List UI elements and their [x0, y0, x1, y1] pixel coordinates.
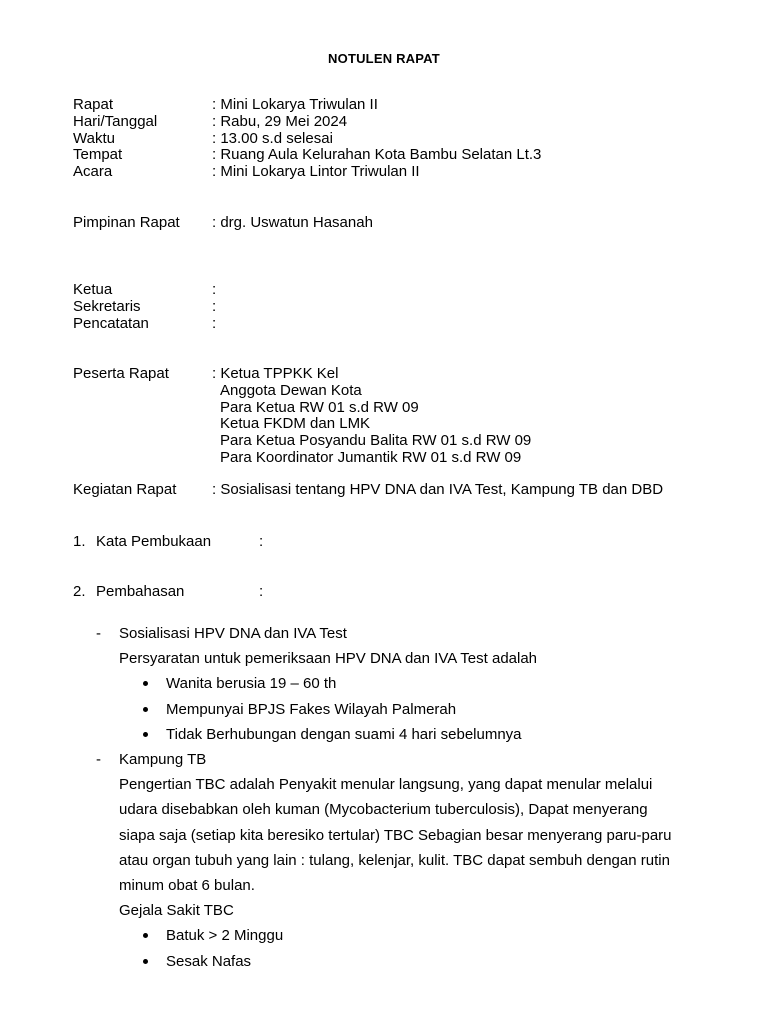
kegiatan-value: : Sosialisasi tentang HPV DNA dan IVA Test, Kampung TB dan DBD	[212, 481, 664, 498]
tb-description	[96, 772, 696, 923]
peserta-list	[212, 383, 531, 467]
section-pembahasan	[73, 583, 263, 600]
info-value: : Mini Lokarya Lintor Triwulan II	[212, 163, 420, 181]
section-kata-pembukaan	[73, 533, 263, 550]
info-label: Acara	[73, 163, 113, 181]
section-number: 2.	[73, 583, 86, 600]
paragraph-line: minum obat 6 bulan.	[119, 877, 255, 895]
subsection-heading: Sosialisasi HPV DNA dan IVA Test	[119, 625, 347, 642]
section-colon: :	[259, 533, 264, 550]
list-item: Tidak Berhubungan dengan suami 4 hari sebelumnya	[143, 722, 696, 747]
hpv-intro: Persyaratan untuk pemeriksaan HPV DNA dan IVA Test adalah	[119, 650, 538, 668]
info-value: : Rabu, 29 Mei 2024	[212, 112, 348, 130]
section-colon: :	[259, 583, 264, 600]
pimpinan-rapat	[73, 215, 373, 232]
dash-marker: -	[96, 751, 101, 769]
list-item: Wanita berusia 19 – 60 th	[143, 671, 696, 696]
paragraph-line: udara disebabkan oleh kuman (Mycobacterium tuberculosis), Dapat menyerang	[119, 801, 648, 819]
officer-row-sekretaris	[73, 299, 216, 316]
info-value: : Mini Lokarya Triwulan II	[212, 96, 378, 113]
info-row-rapat	[73, 97, 541, 114]
peserta-item: Anggota Dewan Kota	[220, 381, 362, 399]
paragraph-line: Pengertian TBC adalah Penyakit menular langsung, yang dapat menular melalui	[119, 776, 653, 794]
subsection-heading: Kampung TB	[119, 751, 207, 769]
gejala-list	[96, 923, 696, 973]
officers-block	[73, 282, 216, 332]
subsection-tb	[96, 747, 696, 772]
info-row-acara	[73, 164, 541, 181]
meeting-info	[73, 97, 541, 181]
info-label: Rapat	[73, 96, 114, 113]
peserta-item: Para Koordinator Jumantik RW 01 s.d RW 09	[220, 448, 522, 466]
peserta-rapat	[73, 366, 531, 467]
section-number: 1.	[73, 533, 86, 550]
info-label: Waktu	[73, 129, 115, 147]
peserta-item: Para Ketua RW 01 s.d RW 09	[220, 398, 419, 416]
officer-row-ketua	[73, 282, 216, 299]
officer-value: :	[212, 314, 217, 332]
document-title: NOTULEN RAPAT	[328, 51, 440, 66]
paragraph-line: atau organ tubuh yang lain : tulang, kelenjar, kulit. TBC dapat sembuh dengan rutin	[119, 851, 670, 869]
info-row-tempat	[73, 147, 541, 164]
paragraph-line: siapa saja (setiap kita beresiko tertular) TBC Sebagian besar menyerang paru-paru	[119, 826, 672, 844]
officer-row-pencatatan	[73, 316, 216, 333]
hpv-requirements-list	[96, 671, 696, 747]
peserta-item: Para Ketua Posyandu Balita RW 01 s.d RW 09	[220, 432, 532, 450]
pimpinan-value: : drg. Uswatun Hasanah	[212, 214, 373, 231]
list-item: Batuk > 2 Minggu	[143, 923, 696, 948]
list-item: Sesak Nafas	[143, 949, 696, 974]
peserta-values	[212, 366, 531, 467]
pimpinan-label: Pimpinan Rapat	[73, 214, 180, 231]
gejala-title: Gejala Sakit TBC	[119, 902, 234, 920]
kegiatan-rapat	[73, 482, 663, 499]
info-label: Hari/Tanggal	[73, 112, 158, 130]
info-row-waktu	[73, 131, 541, 148]
list-item: Mempunyai BPJS Fakes Wilayah Palmerah	[143, 697, 696, 722]
officer-label: Ketua	[73, 281, 113, 298]
officer-label: Sekretaris	[73, 297, 141, 315]
peserta-item: Ketua FKDM dan LMK	[220, 415, 371, 433]
peserta-label: Peserta Rapat	[73, 365, 169, 382]
info-value: : 13.00 s.d selesai	[212, 129, 333, 147]
subsection-hpv	[96, 621, 696, 974]
officer-label: Pencatatan	[73, 314, 149, 332]
section-title: Pembahasan	[96, 583, 185, 600]
officer-value: :	[212, 281, 217, 298]
section-title: Kata Pembukaan	[96, 533, 212, 550]
kegiatan-label: Kegiatan Rapat	[73, 481, 177, 498]
info-value: : Ruang Aula Kelurahan Kota Bambu Selatan Lt.3	[212, 146, 542, 164]
info-row-hari-tanggal	[73, 114, 541, 131]
dash-marker: -	[96, 625, 101, 642]
info-label: Tempat	[73, 146, 123, 164]
officer-value: :	[212, 297, 217, 315]
peserta-item: : Ketua TPPKK Kel	[212, 365, 339, 382]
